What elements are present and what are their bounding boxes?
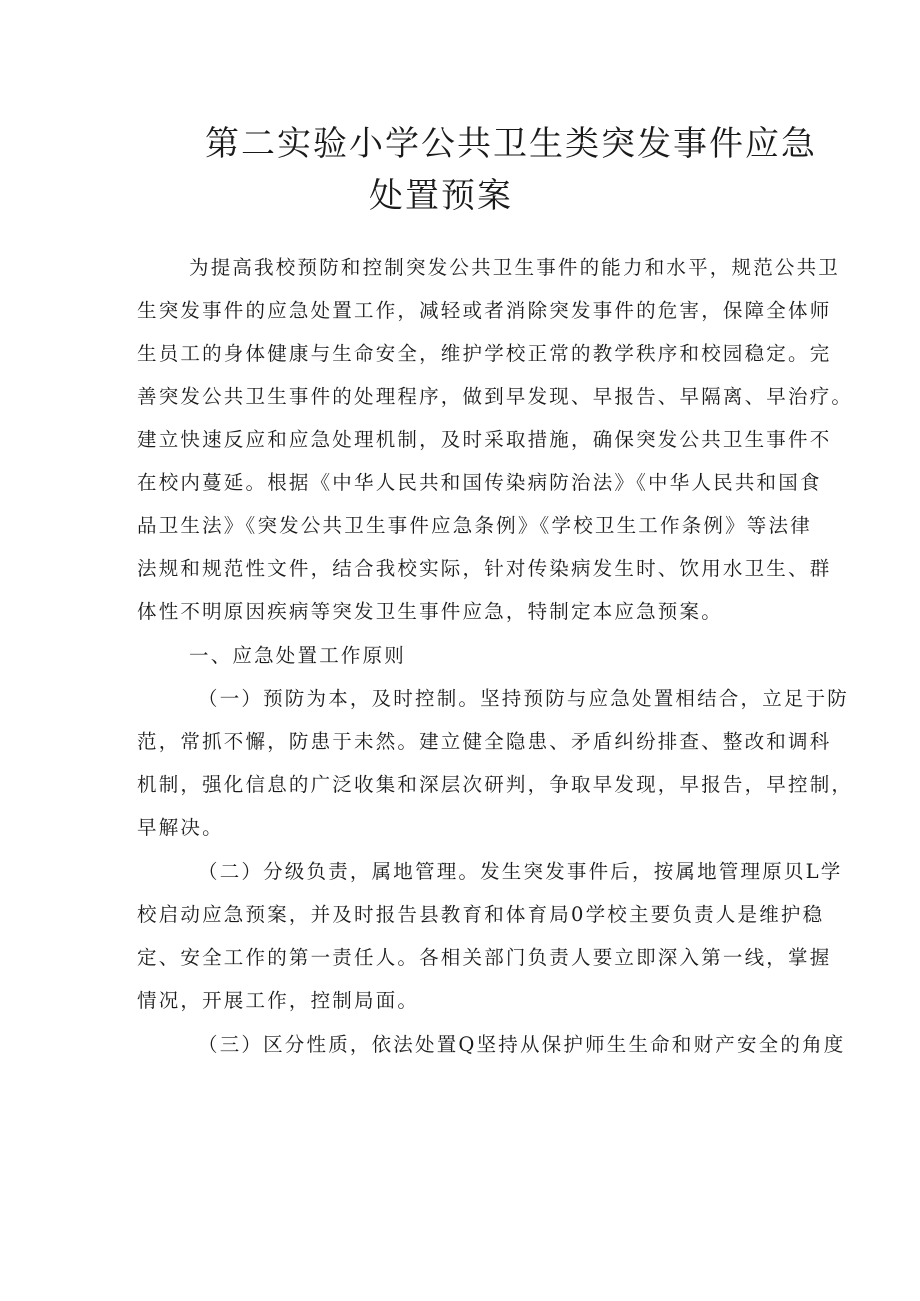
principle2-line-3: 定、安全工作的第一责任人。各相关部门负责人要立即深入第一线，掌握: [137, 946, 832, 969]
intro-line-4: 善突发公共卫生事件的处理程序，做到早发现、早报告、早隔离、早治疗。: [137, 385, 854, 408]
section-heading-1: 一、应急处置工作原则: [189, 644, 407, 667]
principle2-line-4: 情况，开展工作，控制局面。: [137, 989, 420, 1012]
intro-line-9: 体性不明原因疾病等突发卫生事件应急，特制定本应急预案。: [137, 600, 723, 623]
document-title-line-2: 处置预案: [369, 176, 513, 216]
principle1-line-2: 范，常抓不懈，防患于未然。建立健全隐患、矛盾纠纷排查、整改和调科: [137, 730, 832, 753]
intro-line-8: 法规和规范性文件，结合我校实际，针对传染病发生时、饮用水卫生、群: [137, 557, 832, 580]
intro-line-1: 为提高我校预防和控制突发公共卫生事件的能力和水平，规范公共卫: [189, 256, 841, 279]
intro-line-2: 生突发事件的应急处置工作，减轻或者消除突发事件的危害，保障全体师: [137, 299, 832, 322]
principle2-line-2: 校启动应急预案，并及时报告县教育和体育局0学校主要负责人是维护稳: [137, 903, 825, 926]
intro-line-3: 生员工的身体健康与生命安全，维护学校正常的教学秩序和校园稳定。完: [137, 342, 832, 365]
principle1-line-1: （一）预防为本，及时控制。坚持预防与应急处置相结合，立足于防: [198, 687, 850, 710]
intro-line-6: 在校内蔓延。根据《中华人民共和国传染病防治法》《中华人民共和国食: [137, 471, 822, 494]
principle1-line-3: 机制，强化信息的广泛收集和深层次研判，争取早发现，早报告，早控制，: [137, 773, 854, 796]
principle3-line-1: （三）区分性质，依法处置Q坚持从保护师生生命和财产安全的角度: [198, 1033, 846, 1056]
principle1-line-4: 早解决。: [137, 816, 224, 839]
principle2-line-1: （二）分级负责，属地管理。发生突发事件后，按属地管理原贝L学: [198, 860, 843, 883]
intro-line-5: 建立快速反应和应急处理机制，及时采取措施，确保突发公共卫生事件不: [137, 428, 832, 451]
document-title-line-1: 第二实验小学公共卫生类突发事件应急: [205, 124, 817, 164]
intro-line-7: 品卫生法》《突发公共卫生事件应急条例》《学校卫生工作条例》等法律: [137, 514, 812, 537]
